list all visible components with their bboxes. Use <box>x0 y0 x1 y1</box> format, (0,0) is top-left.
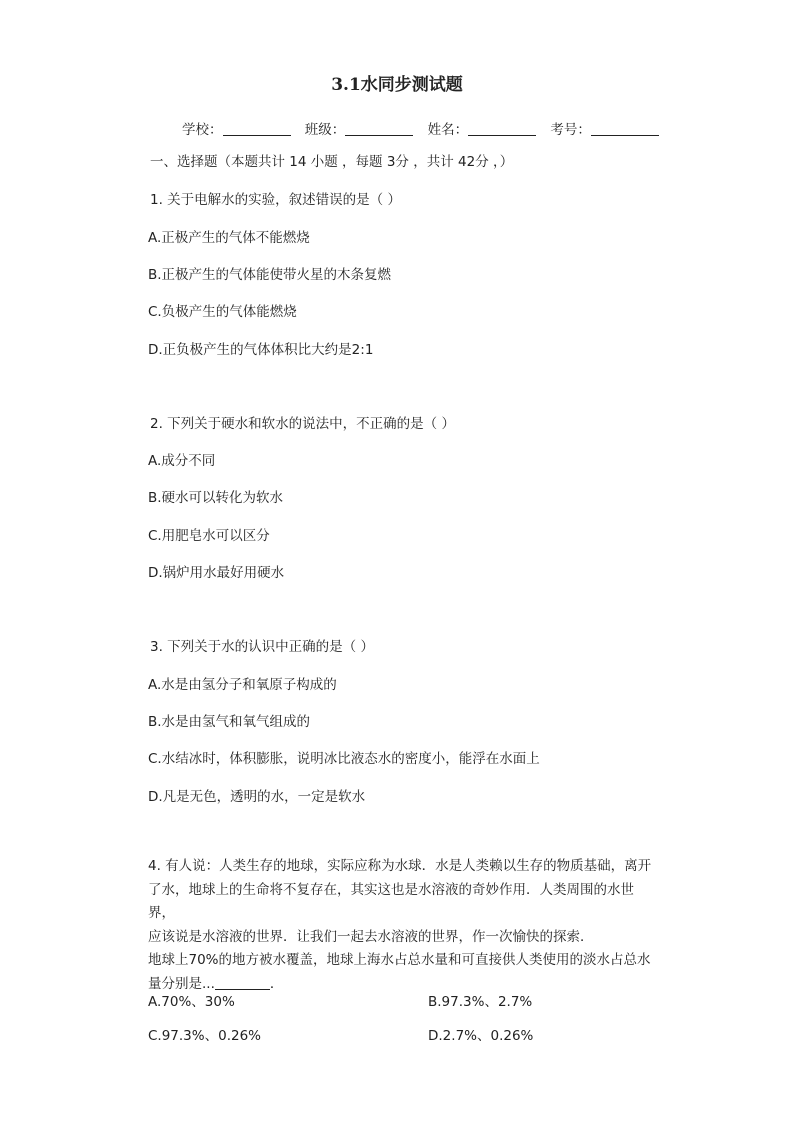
q1-stem: 1. 关于电解水的实验，叙述错误的是（ ） <box>150 192 401 208</box>
school-blank[interactable] <box>223 121 291 136</box>
q3-option-b: B.水是由氢气和氧气组成的 <box>148 714 311 730</box>
exam-no-label: 考号： <box>550 122 591 138</box>
q1-option-c: C.负极产生的气体能燃烧 <box>148 304 297 320</box>
name-field <box>428 118 537 138</box>
school-label: 学校： <box>182 122 223 138</box>
class-label: 班级： <box>304 122 346 138</box>
class-field <box>305 118 414 138</box>
q1-option-a: A.正极产生的气体不能燃烧 <box>148 230 310 246</box>
q4-stem-line-3: 应该说是水溶液的世界．让我们一起去水溶液的世界，作一次愉快的探索． <box>148 928 594 945</box>
q4-option-c: C.97.3%、0.26% <box>148 1028 261 1044</box>
name-blank[interactable] <box>468 121 536 136</box>
q4-stem-line-1: 4. 有人说：人类生存的地球，实际应称为水球．水是人类赖以生存的物质基础，离开 <box>148 858 652 874</box>
q2-option-d: D.锅炉用水最好用硬水 <box>148 565 285 581</box>
q2-option-c: C.用肥皂水可以区分 <box>148 528 270 544</box>
student-info-row <box>182 118 669 138</box>
q4-stem-suffix: ． <box>269 975 284 992</box>
q4-answer-blank[interactable] <box>215 975 270 990</box>
q4-stem-line-4: 地球上70%的地方被水覆盖，地球上海水占总水量和可直接供人类使用的淡水占总水 <box>148 952 651 968</box>
q2-stem: 2. 下列关于硬水和软水的说法中，不正确的是（ ） <box>150 416 455 432</box>
q4-stem-prefix: 量分别是... <box>148 975 215 992</box>
q1-option-d: D.正负极产生的气体体积比大约是2:1 <box>148 342 374 358</box>
q1-option-b: B.正极产生的气体能使带火星的木条复燃 <box>148 267 392 283</box>
q3-option-a: A.水是由氢分子和氧原子构成的 <box>148 677 337 693</box>
school-field <box>182 118 291 138</box>
q4-option-b: B.97.3%、2.7% <box>428 994 533 1010</box>
q3-option-c: C.水结冰时，体积膨胀，说明冰比液态水的密度小，能浮在水面上 <box>148 751 540 767</box>
page-title: 3.1水同步测试题 <box>331 75 463 95</box>
q3-stem: 3. 下列关于水的认识中正确的是（ ） <box>150 639 374 655</box>
q4-stem-line-2: 了水，地球上的生命将不复存在，其实这也是水溶液的奇妙作用．人类周围的水世界， <box>148 881 634 921</box>
q2-option-b: B.硬水可以转化为软水 <box>148 490 284 506</box>
name-label: 姓名： <box>427 122 469 138</box>
q4-stem <box>148 855 658 996</box>
q4-option-a: A.70%、30% <box>148 994 235 1010</box>
q2-option-a: A.成分不同 <box>148 453 216 469</box>
section-heading: 一、选择题（本题共计 14 小题 ，每题 3分 ，共计 42分 ，） <box>150 154 514 170</box>
q3-option-d: D.凡是无色，透明的水，一定是软水 <box>148 789 366 805</box>
exam-no-field <box>550 118 659 138</box>
q4-option-d: D.2.7%、0.26% <box>428 1028 534 1044</box>
exam-no-blank[interactable] <box>591 121 659 136</box>
class-blank[interactable] <box>345 121 413 136</box>
